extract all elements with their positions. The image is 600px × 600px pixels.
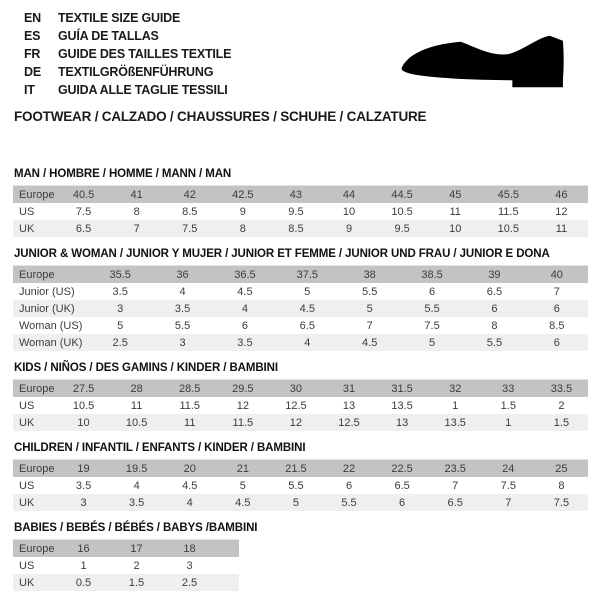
size-cell: 4 (304, 336, 311, 349)
size-cell: 11 (555, 222, 568, 235)
size-cell: 24 (502, 462, 515, 475)
size-cell: 33.5 (550, 382, 573, 395)
size-cell: 32 (449, 382, 462, 395)
language-code: EN (24, 11, 41, 25)
size-cell: 7.5 (500, 479, 516, 492)
table-row (13, 380, 588, 398)
size-cell: 42 (183, 188, 196, 201)
size-cell: 10 (77, 416, 90, 429)
size-cell: 12 (289, 416, 303, 429)
size-cell: 21 (236, 462, 249, 475)
table-row (13, 283, 588, 300)
size-table (13, 539, 239, 591)
size-cell: 2 (133, 559, 140, 572)
language-code: ES (24, 29, 41, 43)
size-cell: 4 (133, 479, 140, 492)
size-cell: 5.5 (341, 496, 357, 509)
size-cell: 7 (452, 479, 459, 492)
row-label: UK (19, 222, 35, 235)
size-cell: 10.5 (125, 416, 148, 429)
size-cell: 1.5 (500, 399, 516, 412)
size-cell: 10.5 (72, 399, 95, 412)
size-cell: 11.5 (232, 416, 254, 429)
size-cell: 45.5 (497, 188, 519, 201)
row-label: Junior (US) (19, 285, 75, 298)
row-label: UK (19, 576, 35, 589)
size-tables (13, 168, 593, 600)
size-cell: 6 (491, 302, 498, 315)
row-label: UK (19, 496, 35, 509)
table-title: KIDS / NIÑOS / DES GAMINS / KINDER / BAMBINI (14, 362, 278, 374)
size-cell: 6.5 (75, 222, 92, 235)
size-cell: 4.5 (299, 302, 315, 315)
language-label: TEXTILE SIZE GUIDE (58, 11, 181, 25)
size-cell: 19.5 (125, 462, 148, 475)
table-row (13, 186, 588, 204)
table-row (13, 317, 588, 334)
table-row (13, 414, 588, 431)
row-label: Europe (19, 542, 55, 555)
size-cell: 37.5 (296, 268, 319, 281)
size-cell: 1.5 (128, 576, 145, 589)
size-cell: 38.5 (421, 268, 443, 281)
size-cell: 36 (176, 268, 189, 281)
size-cell: 8.5 (182, 205, 198, 218)
size-cell: 4.5 (237, 285, 253, 298)
size-cell: 22.5 (391, 462, 413, 475)
size-table (13, 185, 588, 237)
size-cell: 11 (184, 416, 196, 429)
table-row (13, 574, 239, 591)
size-cell: 23.5 (444, 462, 466, 475)
size-cell: 11 (449, 205, 461, 218)
size-cell: 10 (342, 205, 356, 218)
size-cell: 9.5 (288, 205, 304, 218)
size-cell: 43 (289, 188, 303, 201)
size-table-section (13, 442, 593, 511)
table-title: BABIES / BEBÉS / BÉBÉS / BABYS /BAMBINI (14, 522, 258, 534)
size-cell: 12.5 (285, 399, 307, 412)
size-cell: 21.5 (285, 462, 307, 475)
size-cell: 8 (239, 222, 246, 235)
size-cell: 27.5 (72, 382, 95, 395)
size-cell: 9 (239, 205, 246, 218)
row-label: Europe (19, 462, 55, 475)
language-row (24, 27, 231, 45)
size-cell: 5.5 (362, 285, 378, 298)
row-label: Europe (19, 382, 55, 395)
table-row (13, 397, 588, 414)
language-code: FR (24, 47, 41, 61)
size-cell: 5 (239, 479, 246, 492)
size-cell: 8 (491, 319, 498, 332)
size-cell: 30 (289, 382, 303, 395)
size-cell: 39 (488, 268, 501, 281)
language-row (24, 9, 231, 27)
size-table-section (13, 362, 593, 431)
table-row (13, 203, 588, 220)
size-cell: 11.5 (498, 205, 519, 218)
size-cell: 7 (505, 496, 512, 509)
table-row (13, 334, 588, 351)
size-cell: 6.5 (486, 285, 503, 298)
table-row (13, 557, 239, 574)
language-label: GUÍA DE TALLAS (58, 29, 159, 43)
table-row (13, 300, 588, 317)
spacer-cell (216, 557, 239, 574)
size-cell: 8 (133, 205, 140, 218)
size-table (13, 265, 588, 351)
size-cell: 9.5 (394, 222, 410, 235)
size-cell: 40.5 (72, 188, 95, 201)
size-cell: 3.5 (112, 285, 128, 298)
size-cell: 38 (363, 268, 376, 281)
size-cell: 3.5 (174, 302, 191, 315)
size-cell: 7 (133, 222, 140, 235)
row-label: Europe (19, 268, 55, 281)
size-cell: 44.5 (391, 188, 413, 201)
language-row (24, 81, 231, 99)
row-label: US (19, 559, 35, 572)
size-cell: 16 (77, 542, 90, 555)
size-cell: 12 (555, 205, 568, 218)
row-label: Europe (19, 188, 55, 201)
size-cell: 31 (342, 382, 356, 395)
row-label: US (19, 205, 35, 218)
size-cell: 5 (292, 496, 299, 509)
size-cell: 4 (186, 496, 193, 509)
size-cell: 2.5 (112, 336, 128, 349)
table-row (13, 266, 588, 284)
size-cell: 13 (395, 416, 409, 429)
size-cell: 8 (558, 479, 565, 492)
size-cell: 8.5 (288, 222, 304, 235)
row-label: UK (19, 416, 35, 429)
size-cell: 1 (452, 399, 459, 412)
table-row (13, 494, 588, 511)
size-cell: 7 (366, 319, 373, 332)
table-title: JUNIOR & WOMAN / JUNIOR Y MUJER / JUNIOR ET FEMME / JUNIOR UND FRAU / JUNIOR E DONA (14, 248, 550, 260)
language-list (24, 9, 231, 99)
row-label: US (19, 399, 35, 412)
size-cell: 7.5 (424, 319, 440, 332)
size-cell: 8.5 (549, 319, 565, 332)
size-cell: 10 (449, 222, 462, 235)
size-cell: 11.5 (179, 399, 201, 412)
size-cell: 18 (183, 542, 196, 555)
row-label: Junior (UK) (19, 302, 75, 315)
language-code: DE (24, 65, 41, 79)
language-row (24, 45, 231, 63)
size-cell: 12.5 (338, 416, 360, 429)
size-cell: 40 (550, 268, 563, 281)
language-label: GUIDA ALLE TAGLIE TESSILI (58, 83, 228, 97)
language-label: TEXTILGRÖßENFÜHRUNG (58, 65, 214, 79)
size-cell: 6 (241, 319, 248, 332)
row-label: US (19, 479, 35, 492)
size-cell: 1 (505, 416, 512, 429)
size-cell: 10.5 (391, 205, 413, 218)
size-cell: 33 (502, 382, 515, 395)
size-table-section (13, 522, 593, 591)
size-table-section (13, 168, 593, 237)
size-cell: 13 (342, 399, 356, 412)
size-cell: 4.5 (235, 496, 251, 509)
size-cell: 19 (77, 462, 90, 475)
size-cell: 41 (130, 188, 143, 201)
size-cell: 5.5 (424, 302, 440, 315)
size-cell: 5 (117, 319, 124, 332)
size-cell: 5 (366, 302, 373, 315)
size-cell: 9 (345, 222, 353, 235)
language-row (24, 63, 231, 81)
size-cell: 3 (179, 336, 186, 349)
size-cell: 36.5 (234, 268, 256, 281)
size-cell: 44 (342, 188, 356, 201)
size-cell: 7.5 (75, 205, 92, 218)
size-cell: 7 (553, 285, 560, 298)
size-cell: 13.5 (444, 416, 466, 429)
size-cell: 4 (179, 285, 186, 298)
size-cell: 4.5 (182, 479, 198, 492)
size-cell: 6 (553, 336, 560, 349)
size-cell: 1 (80, 559, 87, 572)
row-label: Woman (US) (19, 319, 83, 332)
size-cell: 31.5 (391, 382, 413, 395)
size-table-section (13, 248, 593, 351)
size-cell: 28.5 (179, 382, 201, 395)
table-title: CHILDREN / INFANTIL / ENFANTS / KINDER / BAMBINI (14, 442, 306, 454)
language-label: GUIDE DES TAILLES TEXTILE (58, 47, 232, 61)
size-cell: 7.5 (553, 496, 570, 509)
size-cell: 5.5 (288, 479, 304, 492)
size-cell: 12 (236, 399, 249, 412)
shoe-icon (398, 31, 570, 93)
size-cell: 17 (130, 542, 143, 555)
size-cell: 45 (449, 188, 462, 201)
size-cell: 10.5 (497, 222, 519, 235)
table-title: MAN / HOMBRE / HOMME / MANN / MAN (14, 168, 232, 180)
size-cell: 20 (183, 462, 196, 475)
size-cell: 22 (342, 462, 356, 475)
size-cell: 6 (553, 302, 560, 315)
size-cell: 6 (429, 285, 436, 298)
size-cell: 5 (304, 285, 311, 298)
size-table (13, 379, 588, 431)
size-cell: 5 (429, 336, 436, 349)
category-title: FOOTWEAR / CALZADO / CHAUSSURES / SCHUHE / CALZATURE (14, 109, 427, 124)
size-cell: 6 (345, 479, 353, 492)
size-cell: 7.5 (182, 222, 198, 235)
size-cell: 6.5 (447, 496, 463, 509)
size-cell: 6.5 (299, 319, 315, 332)
size-cell: 42.5 (232, 188, 254, 201)
size-cell: 11 (130, 399, 143, 412)
size-table (13, 459, 588, 511)
size-cell: 2 (558, 399, 565, 412)
size-cell: 5.5 (486, 336, 503, 349)
table-row (13, 220, 588, 237)
spacer-cell (216, 540, 239, 558)
row-label: Woman (UK) (19, 336, 83, 349)
size-cell: 29.5 (232, 382, 254, 395)
size-cell: 3.5 (237, 336, 253, 349)
size-cell: 3.5 (75, 479, 92, 492)
size-cell: 3.5 (128, 496, 145, 509)
table-row (13, 540, 239, 558)
size-cell: 3 (80, 496, 87, 509)
size-cell: 4.5 (362, 336, 378, 349)
size-cell: 13.5 (391, 399, 413, 412)
size-cell: 6 (399, 496, 406, 509)
size-cell: 35.5 (109, 268, 131, 281)
size-cell: 28 (130, 382, 143, 395)
size-cell: 46 (555, 188, 568, 201)
size-cell: 3 (186, 559, 193, 572)
size-cell: 2.5 (181, 576, 198, 589)
size-cell: 5.5 (174, 319, 191, 332)
size-cell: 25 (555, 462, 568, 475)
size-cell: 3 (117, 302, 124, 315)
size-cell: 4 (241, 302, 248, 315)
language-code: IT (24, 83, 35, 97)
size-cell: 0.5 (75, 576, 92, 589)
size-cell: 1.5 (553, 416, 570, 429)
spacer-cell (216, 574, 239, 591)
table-row (13, 460, 588, 478)
size-cell: 6.5 (394, 479, 410, 492)
table-row (13, 477, 588, 494)
